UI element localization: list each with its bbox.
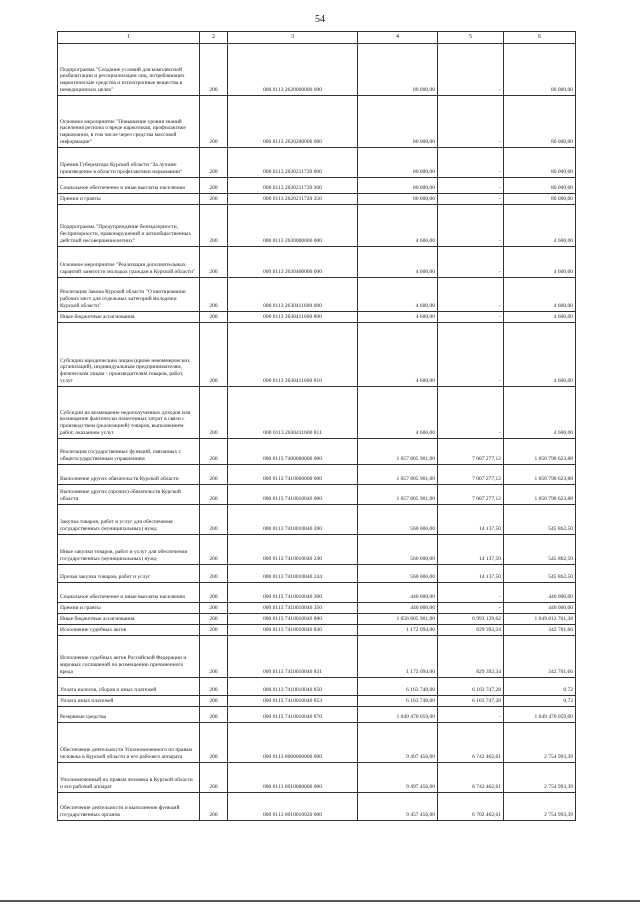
row-kbk: 000 0113 7410010040 850 [228, 678, 358, 696]
row-code: 200 [200, 178, 228, 194]
row-kbk: 000 0113 7410010040 200 [228, 505, 358, 535]
table-row [58, 247, 576, 278]
table-row [58, 178, 576, 194]
row-value-unexecuted: 2 754 993,39 [504, 793, 576, 821]
row-kbk: 000 0113 7410010040 831 [228, 636, 358, 678]
table-row [58, 485, 576, 505]
row-kbk: 000 0113 7410010040 000 [228, 485, 358, 505]
row-name: Иные бюджетные ассигнования [58, 312, 200, 323]
row-kbk: 000 0113 7410010040 800 [228, 614, 358, 625]
row-value-executed: 14 137,50 [438, 505, 504, 535]
row-code: 200 [200, 723, 228, 763]
table-row [58, 439, 576, 465]
row-value-approved: 9 457 456,00 [358, 793, 438, 821]
table-row [58, 603, 576, 614]
row-name: Основное мероприятие "Реализация дополнительных гарантий занятости молодых граждан в Курской области" [58, 247, 200, 278]
table-row [58, 96, 576, 148]
row-value-approved: 440 000,00 [358, 603, 438, 614]
row-value-executed: - [438, 148, 504, 178]
row-value-executed: 829 392,34 [438, 625, 504, 636]
row-kbk: 000 0113 7410010040 244 [228, 565, 358, 583]
row-value-approved: 1 172 094,00 [358, 625, 438, 636]
table-row [58, 763, 576, 793]
row-value-executed: 6 163 747,28 [438, 696, 504, 707]
row-kbk: 000 0113 2630411600 811 [228, 387, 358, 439]
row-value-approved: 80 000,00 [358, 178, 438, 194]
row-name: Выполнение других обязательств Курской области [58, 465, 200, 485]
row-value-unexecuted: 545 862,50 [504, 505, 576, 535]
row-kbk: 000 0113 8010010020 000 [228, 793, 358, 821]
row-name: Уплата налогов, сборов и иных платежей [58, 678, 200, 696]
table-row [58, 44, 576, 96]
row-kbk: 000 0113 7410010040 853 [228, 696, 358, 707]
row-value-unexecuted: 2 754 993,39 [504, 763, 576, 793]
row-value-executed: - [438, 387, 504, 439]
row-kbk: 000 0113 7400000000 000 [228, 439, 358, 465]
table-row [58, 323, 576, 387]
row-value-approved: 560 000,00 [358, 505, 438, 535]
row-name: Реализация Закона Курской области "О квотировании рабочих мест для отдельных категорий молодежи Курской области" [58, 278, 200, 312]
row-value-approved: 4 600,00 [358, 387, 438, 439]
row-code: 200 [200, 485, 228, 505]
row-name: Обеспечение деятельности и выполнение функций государственных органов [58, 793, 200, 821]
row-value-unexecuted: 4 600,00 [504, 312, 576, 323]
row-value-approved: 4 600,00 [358, 205, 438, 247]
table-row [58, 387, 576, 439]
row-name: Резервные средства [58, 707, 200, 723]
row-value-unexecuted: 80 000,00 [504, 148, 576, 178]
row-value-executed: 7 007 277,12 [438, 439, 504, 465]
row-value-executed: - [438, 312, 504, 323]
row-value-approved: 4 600,00 [358, 312, 438, 323]
row-value-unexecuted: 545 862,50 [504, 565, 576, 583]
row-value-approved: 6 163 748,00 [358, 678, 438, 696]
row-name: Основное мероприятие "Повышение уровня знаний населения региона о вреде наркотиков, профилактике наркомании, в том числе через средства массовой информации" [58, 96, 200, 148]
row-code: 200 [200, 387, 228, 439]
row-value-unexecuted: 545 862,50 [504, 535, 576, 565]
row-value-approved: 1 057 805 901,00 [358, 439, 438, 465]
row-value-executed: 14 137,50 [438, 535, 504, 565]
row-kbk: 000 0113 2630000000 000 [228, 205, 358, 247]
row-value-executed: - [438, 707, 504, 723]
table-row [58, 793, 576, 821]
row-name: Премии и гранты [58, 194, 200, 205]
row-kbk: 000 0113 7410010040 830 [228, 625, 358, 636]
row-code: 200 [200, 678, 228, 696]
row-code: 200 [200, 205, 228, 247]
row-code: 200 [200, 636, 228, 678]
row-name: Премия Губернатора Курской области "За лучшее произведение в области профилактики наркомании" [58, 148, 200, 178]
row-name: Социальное обеспечение и иные выплаты населению [58, 178, 200, 194]
table-row [58, 505, 576, 535]
row-value-executed: 829 392,34 [438, 636, 504, 678]
row-name: Субсидии на возмещение недополученных доходов или возмещение фактически понесенных затрат в связи с производством (реализацией) товаров, выполнением работ, оказанием услуг [58, 387, 200, 439]
row-value-approved: 1 172 094,00 [358, 636, 438, 678]
table-row [58, 565, 576, 583]
row-value-executed: - [438, 603, 504, 614]
row-code: 200 [200, 614, 228, 625]
row-kbk: 000 0113 8010000000 000 [228, 763, 358, 793]
row-value-unexecuted: 80 000,00 [504, 44, 576, 96]
table-row [58, 723, 576, 763]
row-kbk: 000 0113 2620200000 000 [228, 96, 358, 148]
row-kbk: 000 0113 2620211720 000 [228, 148, 358, 178]
table-row [58, 148, 576, 178]
row-kbk: 000 0113 7410010040 300 [228, 583, 358, 603]
row-value-executed: - [438, 247, 504, 278]
row-code: 200 [200, 707, 228, 723]
row-code: 200 [200, 565, 228, 583]
table-row [58, 696, 576, 707]
row-value-executed: - [438, 178, 504, 194]
row-value-unexecuted: 4 600,00 [504, 323, 576, 387]
row-value-unexecuted: 80 000,00 [504, 194, 576, 205]
row-value-executed: - [438, 323, 504, 387]
row-name: Исполнение судебных актов Российской Федерации и мировых соглашений по возмещению причиненного вреда [58, 636, 200, 678]
row-value-approved: 9 497 456,00 [358, 723, 438, 763]
row-value-unexecuted: 1 049 812 761,38 [504, 614, 576, 625]
row-value-unexecuted: 440 000,00 [504, 583, 576, 603]
row-kbk: 000 0113 2630411600 000 [228, 278, 358, 312]
row-value-approved: 1 057 805 901,00 [358, 465, 438, 485]
column-header: 4 [358, 32, 438, 44]
row-code: 200 [200, 439, 228, 465]
row-kbk: 000 0113 2620000000 000 [228, 44, 358, 96]
row-name: Исполнение судебных актов [58, 625, 200, 636]
row-value-unexecuted: 342 701,66 [504, 636, 576, 678]
budget-table [57, 31, 576, 821]
row-value-approved: 9 497 456,00 [358, 763, 438, 793]
row-value-approved: 1 049 470 059,00 [358, 707, 438, 723]
page-bottom-rule [0, 900, 640, 902]
row-value-executed: 7 007 277,12 [438, 465, 504, 485]
row-kbk: 000 0113 7410010040 870 [228, 707, 358, 723]
row-kbk: 000 0113 2630411600 810 [228, 323, 358, 387]
row-value-approved: 4 600,00 [358, 323, 438, 387]
table-row [58, 614, 576, 625]
row-value-unexecuted: 342 701,66 [504, 625, 576, 636]
row-value-executed: 6 742 462,61 [438, 723, 504, 763]
table-row [58, 636, 576, 678]
row-kbk: 000 0113 2620211720 300 [228, 178, 358, 194]
row-code: 200 [200, 194, 228, 205]
row-value-unexecuted: 4 600,00 [504, 205, 576, 247]
row-value-unexecuted: 2 754 993,39 [504, 723, 576, 763]
row-value-approved: 80 000,00 [358, 194, 438, 205]
row-code: 200 [200, 465, 228, 485]
row-value-executed: 6 163 747,28 [438, 678, 504, 696]
row-value-approved: 80 000,00 [358, 44, 438, 96]
row-name: Обеспечение деятельности Уполномоченного по правам человека в Курской области и его рабочего аппарата [58, 723, 200, 763]
column-header: 3 [228, 32, 358, 44]
row-kbk: 000 0113 2620211720 350 [228, 194, 358, 205]
row-code: 200 [200, 247, 228, 278]
column-header: 6 [504, 32, 576, 44]
row-code: 200 [200, 148, 228, 178]
table-row [58, 583, 576, 603]
column-header: 5 [438, 32, 504, 44]
row-value-approved: 4 600,00 [358, 247, 438, 278]
row-value-executed: 6 993 139,62 [438, 614, 504, 625]
row-name: Уполномоченный по правам человека в Курской области и его рабочий аппарат [58, 763, 200, 793]
row-value-unexecuted: 80 000,00 [504, 96, 576, 148]
row-name: Прочая закупка товаров, работ и услуг [58, 565, 200, 583]
header-row [58, 32, 576, 44]
row-value-executed: 7 007 277,12 [438, 485, 504, 505]
row-value-executed: - [438, 44, 504, 96]
table-row [58, 465, 576, 485]
row-value-approved: 4 600,00 [358, 278, 438, 312]
row-name: Подпрограмма "Предупреждение безнадзорности, беспризорности, правонарушений и антиобщественных действий несовершеннолетних" [58, 205, 200, 247]
table-row [58, 278, 576, 312]
row-value-unexecuted: 4 600,00 [504, 247, 576, 278]
row-kbk: 000 0113 8000000000 000 [228, 723, 358, 763]
row-code: 200 [200, 583, 228, 603]
row-name: Закупка товаров, работ и услуг для обеспечения государственных (муниципальных) нужд [58, 505, 200, 535]
row-value-approved: 80 000,00 [358, 148, 438, 178]
row-value-approved: 6 163 748,00 [358, 696, 438, 707]
row-kbk: 000 0113 7410010040 240 [228, 535, 358, 565]
row-value-approved: 1 056 805 901,00 [358, 614, 438, 625]
page-number: 54 [315, 14, 325, 25]
row-value-executed: - [438, 583, 504, 603]
row-value-executed: - [438, 96, 504, 148]
row-code: 200 [200, 535, 228, 565]
row-code: 200 [200, 96, 228, 148]
row-value-approved: 560 000,00 [358, 565, 438, 583]
column-header: 1 [58, 32, 200, 44]
row-kbk: 000 0113 7410010040 350 [228, 603, 358, 614]
row-value-unexecuted: 1 050 798 623,88 [504, 465, 576, 485]
row-name: Выполнение других (прочих) обязательств Курской области [58, 485, 200, 505]
row-code: 200 [200, 505, 228, 535]
row-value-executed: - [438, 205, 504, 247]
row-value-unexecuted: 4 600,00 [504, 278, 576, 312]
row-value-approved: 440 000,00 [358, 583, 438, 603]
row-code: 200 [200, 44, 228, 96]
column-header: 2 [200, 32, 228, 44]
row-code: 200 [200, 278, 228, 312]
row-value-unexecuted: 4 600,00 [504, 387, 576, 439]
row-code: 200 [200, 625, 228, 636]
row-value-executed: - [438, 278, 504, 312]
row-code: 200 [200, 763, 228, 793]
row-name: Премии и гранты [58, 603, 200, 614]
row-name: Иные бюджетные ассигнования [58, 614, 200, 625]
row-kbk: 000 0113 2630411600 800 [228, 312, 358, 323]
row-value-unexecuted: 1 050 798 623,88 [504, 439, 576, 465]
row-code: 200 [200, 323, 228, 387]
table-row [58, 312, 576, 323]
row-value-executed: 6 702 462,61 [438, 793, 504, 821]
row-value-executed: 6 742 462,61 [438, 763, 504, 793]
row-kbk: 000 0113 7410000000 000 [228, 465, 358, 485]
table-row [58, 535, 576, 565]
row-value-executed: 14 137,50 [438, 565, 504, 583]
row-name: Уплата иных платежей [58, 696, 200, 707]
row-value-approved: 80 000,00 [358, 96, 438, 148]
table-row [58, 205, 576, 247]
row-name: Иные закупки товаров, работ и услуг для обеспечения государственных (муниципальных) нужд [58, 535, 200, 565]
row-value-unexecuted: 0,72 [504, 678, 576, 696]
row-name: Социальное обеспечение и иные выплаты населению [58, 583, 200, 603]
row-code: 200 [200, 793, 228, 821]
row-value-unexecuted: 440 000,00 [504, 603, 576, 614]
table-row [58, 194, 576, 205]
row-name: Подпрограмма "Создание условий для комплексной реабилитации и ресоциализации лиц, потребляющих наркотические средства и психотропные вещества в немедицинских целях" [58, 44, 200, 96]
row-code: 200 [200, 603, 228, 614]
row-kbk: 000 0113 2630400000 000 [228, 247, 358, 278]
row-value-unexecuted: 80 000,00 [504, 178, 576, 194]
row-value-unexecuted: 1 049 470 059,00 [504, 707, 576, 723]
row-value-executed: - [438, 194, 504, 205]
row-value-unexecuted: 0,72 [504, 696, 576, 707]
row-name: Реализация государственных функций, связанных с общегосударственным управлением [58, 439, 200, 465]
table-row [58, 707, 576, 723]
row-value-unexecuted: 1 050 798 623,88 [504, 485, 576, 505]
row-code: 200 [200, 312, 228, 323]
row-value-approved: 1 057 805 901,00 [358, 485, 438, 505]
table-row [58, 625, 576, 636]
row-name: Субсидии юридическим лицам (кроме некоммерческих организаций), индивидуальным предпринимателям, физическим лицам - производителям товаров, работ, услуг [58, 323, 200, 387]
row-value-approved: 560 000,00 [358, 535, 438, 565]
row-code: 200 [200, 696, 228, 707]
table-row [58, 678, 576, 696]
